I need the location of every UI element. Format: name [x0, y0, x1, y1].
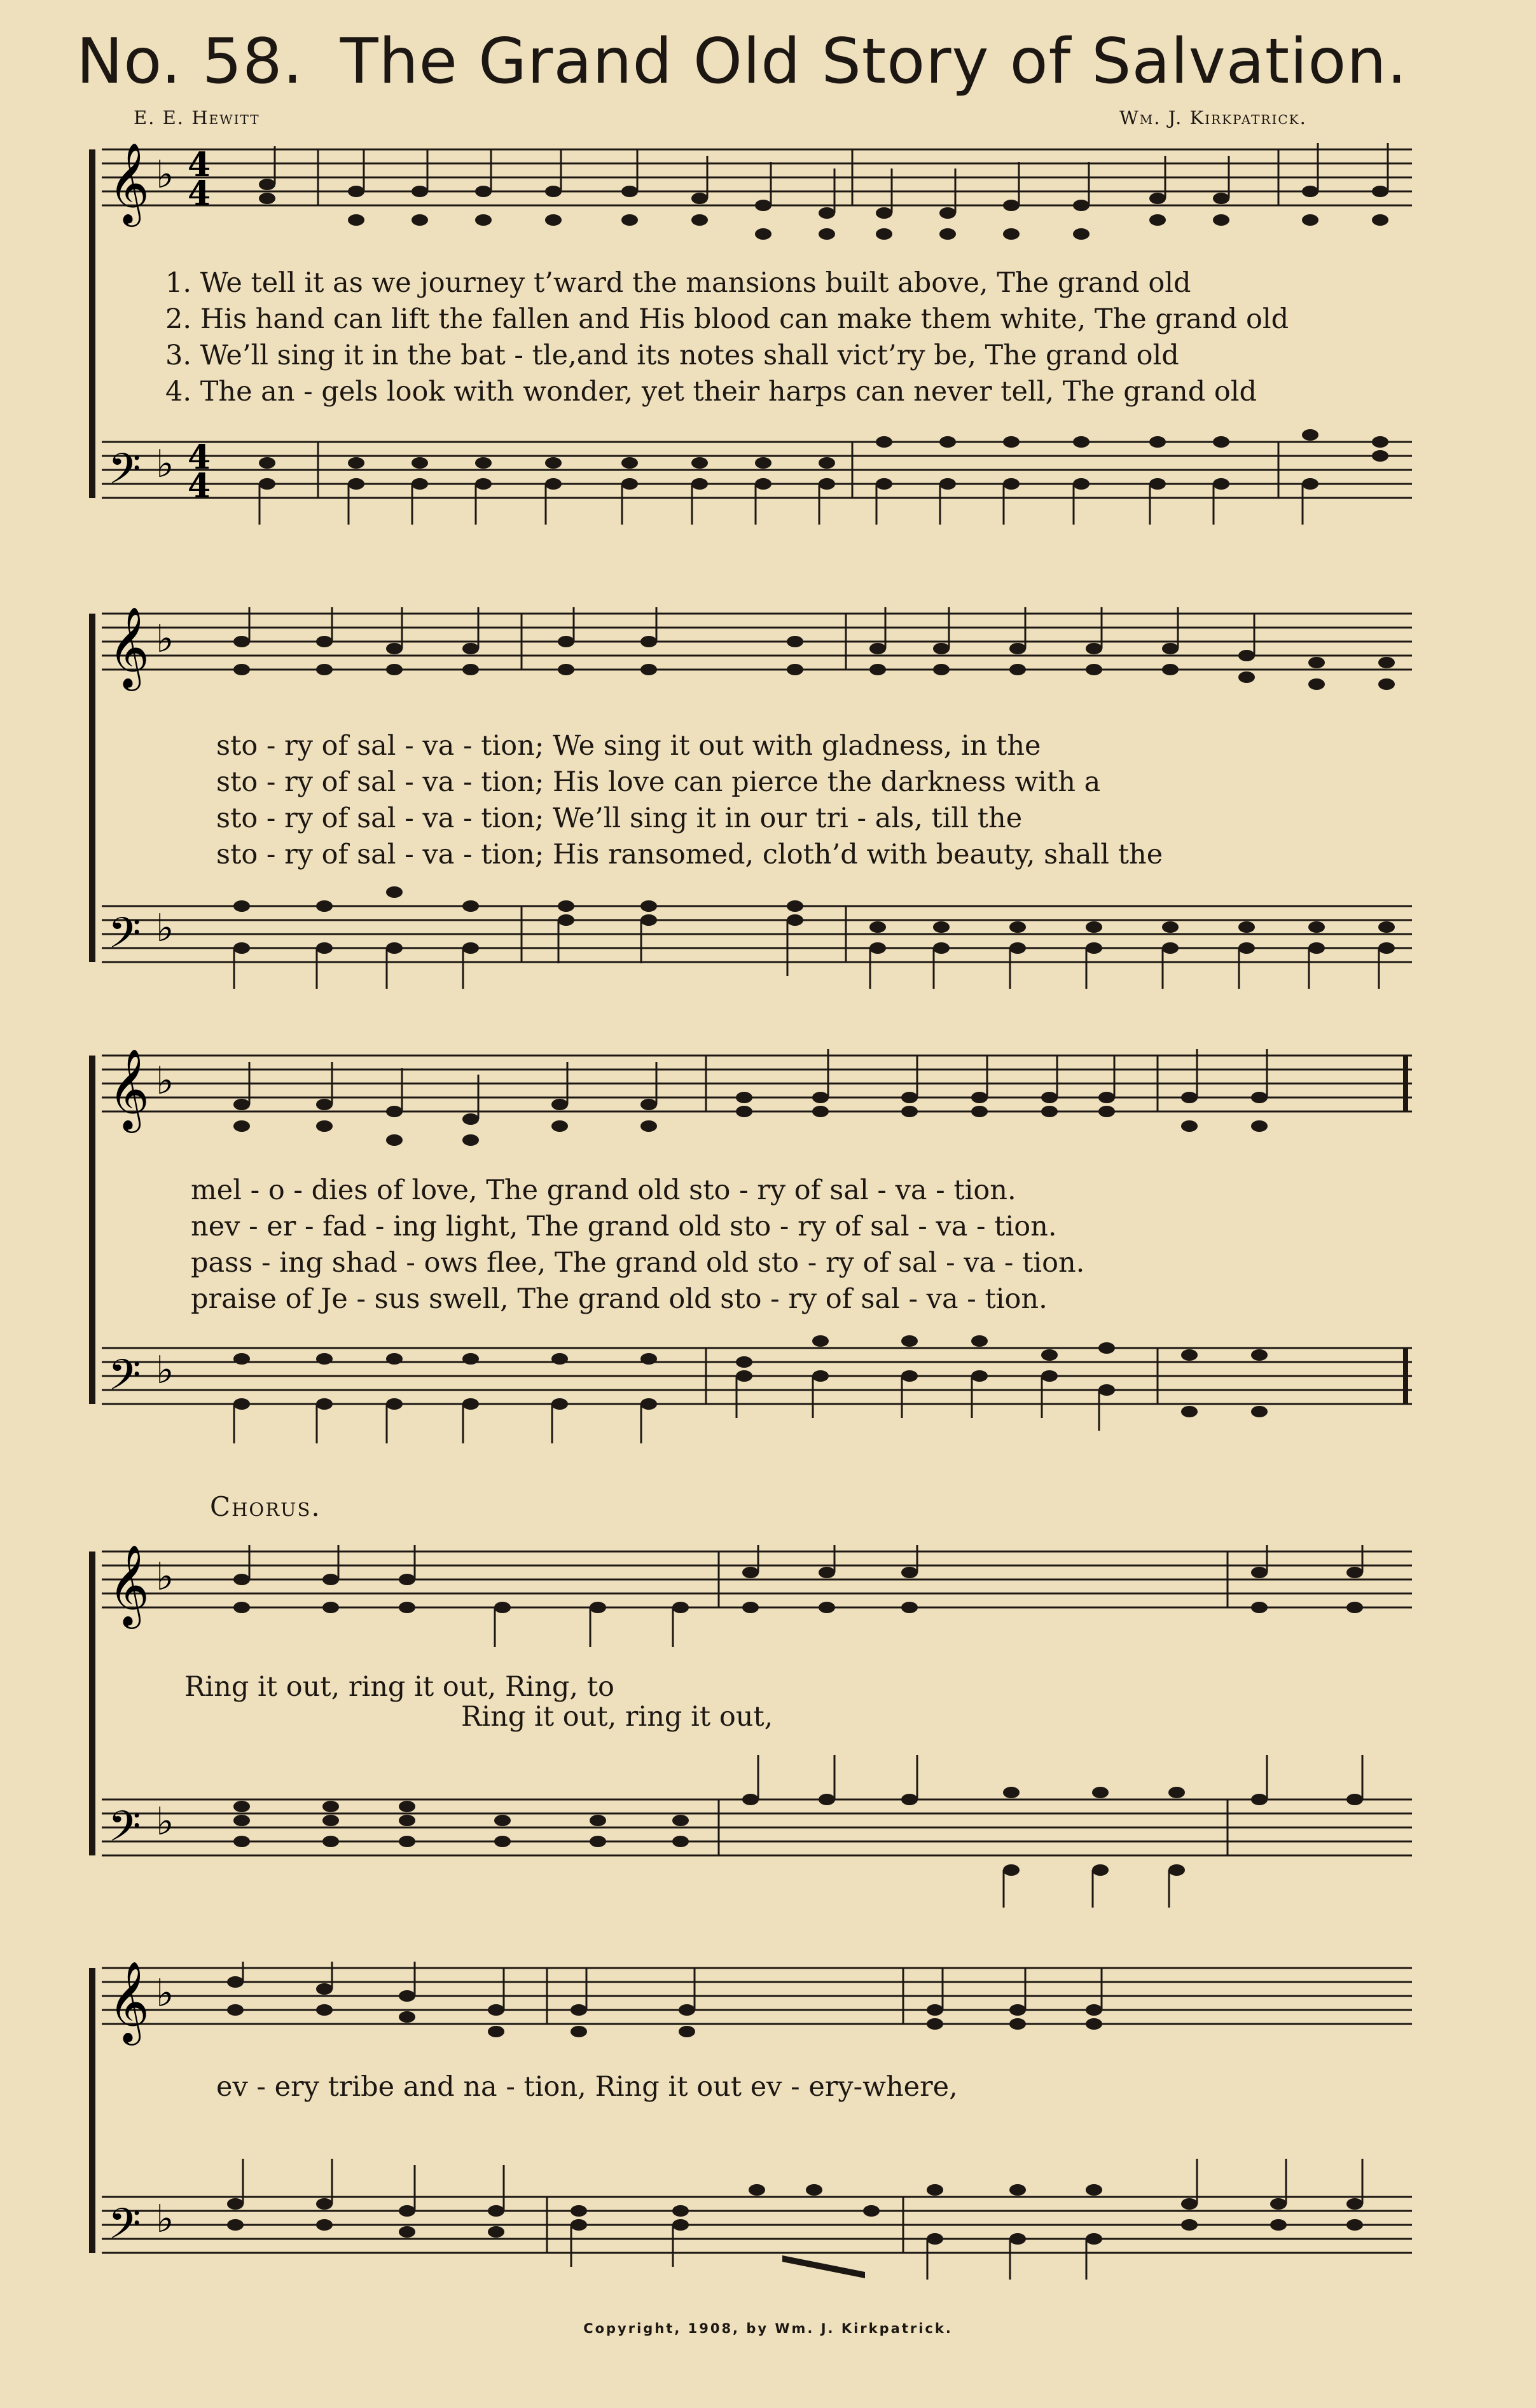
verse-3-line-1: 3. We’ll sing it in the bat - tle,and its notes shall vict’ry be, The grand old — [165, 340, 1179, 371]
chorus-system-2 — [89, 1962, 1425, 2305]
chorus-lyrics-upper: Ring it out, ring it out, Ring, to — [184, 1671, 614, 1703]
verse-1-line-1: 1. We tell it as we journey t’ward the mansions built above, The grand old — [165, 267, 1191, 299]
staff-notation-4 — [89, 1545, 1425, 1939]
svg-text:♭: ♭ — [156, 153, 174, 197]
svg-text:♭: ♭ — [156, 1555, 174, 1599]
svg-text:♭: ♭ — [156, 1348, 174, 1393]
svg-text:♭: ♭ — [156, 906, 174, 951]
music-system-1 — [89, 143, 1425, 537]
verse-4-line-1: 4. The an - gels look with wonder, yet their harps can never tell, The grand old — [165, 376, 1257, 408]
hymn-heading — [76, 25, 1444, 98]
svg-text:𝄢: 𝄢 — [108, 2199, 141, 2259]
bass-notes-1 — [259, 429, 1388, 490]
verse-4-line-2: sto - ry of sal - va - tion; His ransomed, cloth’d with beauty, shall the — [216, 839, 1163, 870]
svg-text:𝄞: 𝄞 — [108, 1962, 150, 2042]
svg-text:♭: ♭ — [156, 617, 174, 661]
music-system-3 — [89, 1049, 1425, 1450]
svg-text:♭: ♭ — [156, 2197, 174, 2241]
svg-text:𝄞: 𝄞 — [108, 1049, 150, 1129]
svg-text:𝄢: 𝄢 — [108, 444, 141, 504]
hymn-number: No. 58. — [76, 25, 303, 98]
verse-2-line-1: 2. His hand can lift the fallen and His blood can make them white, The grand old — [165, 303, 1289, 335]
svg-text:4: 4 — [188, 438, 211, 477]
verse-3-line-2: sto - ry of sal - va - tion; We’ll sing it in our tri - als, till the — [216, 802, 1023, 834]
svg-text:4: 4 — [188, 174, 211, 213]
svg-text:𝄢: 𝄢 — [108, 1802, 141, 1861]
verse-1-line-3: mel - o - dies of love, The grand old sto - ry of sal - va - tion. — [191, 1174, 1016, 1206]
verse-3-line-3: pass - ing shad - ows flee, The grand old sto - ry of sal - va - tion. — [191, 1247, 1085, 1279]
hymn-title: The Grand Old Story of Salvation. — [340, 25, 1408, 98]
verse-1-line-2: sto - ry of sal - va - tion; We sing it out with gladness, in the — [216, 730, 1041, 762]
svg-text:♭: ♭ — [156, 1799, 174, 1844]
svg-text:♭: ♭ — [156, 442, 174, 486]
svg-text:𝄞: 𝄞 — [108, 143, 150, 223]
music-system-2 — [89, 607, 1425, 1001]
svg-text:𝄢: 𝄢 — [108, 1351, 141, 1410]
svg-text:4: 4 — [188, 146, 211, 184]
svg-text:𝄞: 𝄞 — [108, 1545, 150, 1625]
staff-notation-5 — [89, 1962, 1425, 2305]
svg-text:♭: ♭ — [156, 1971, 174, 2016]
verse-2-line-3: nev - er - fad - ing light, The grand old sto - ry of sal - va - tion. — [191, 1211, 1057, 1242]
verse-2-line-2: sto - ry of sal - va - tion; His love can pierce the darkness with a — [216, 766, 1101, 798]
svg-text:𝄢: 𝄢 — [108, 909, 141, 968]
svg-text:4: 4 — [188, 467, 211, 506]
lyricist-credit: E. E. Hewitt — [134, 107, 260, 128]
svg-text:𝄞: 𝄞 — [108, 607, 150, 687]
verse-4-line-3: praise of Je - sus swell, The grand old sto - ry of sal - va - tion. — [191, 1283, 1048, 1315]
svg-text:♭: ♭ — [156, 1059, 174, 1103]
composer-credit: Wm. J. Kirkpatrick. — [1119, 107, 1307, 128]
chorus-label: Chorus. — [210, 1491, 321, 1522]
chorus-lyrics-final: ev - ery tribe and na - tion, Ring it out ev - ery-where, — [216, 2071, 958, 2103]
chorus-lyrics-echo: Ring it out, ring it out, — [461, 1701, 773, 1733]
copyright-notice: Copyright, 1908, by Wm. J. Kirkpatrick. — [583, 2321, 953, 2336]
chorus-system-1 — [89, 1545, 1425, 1939]
